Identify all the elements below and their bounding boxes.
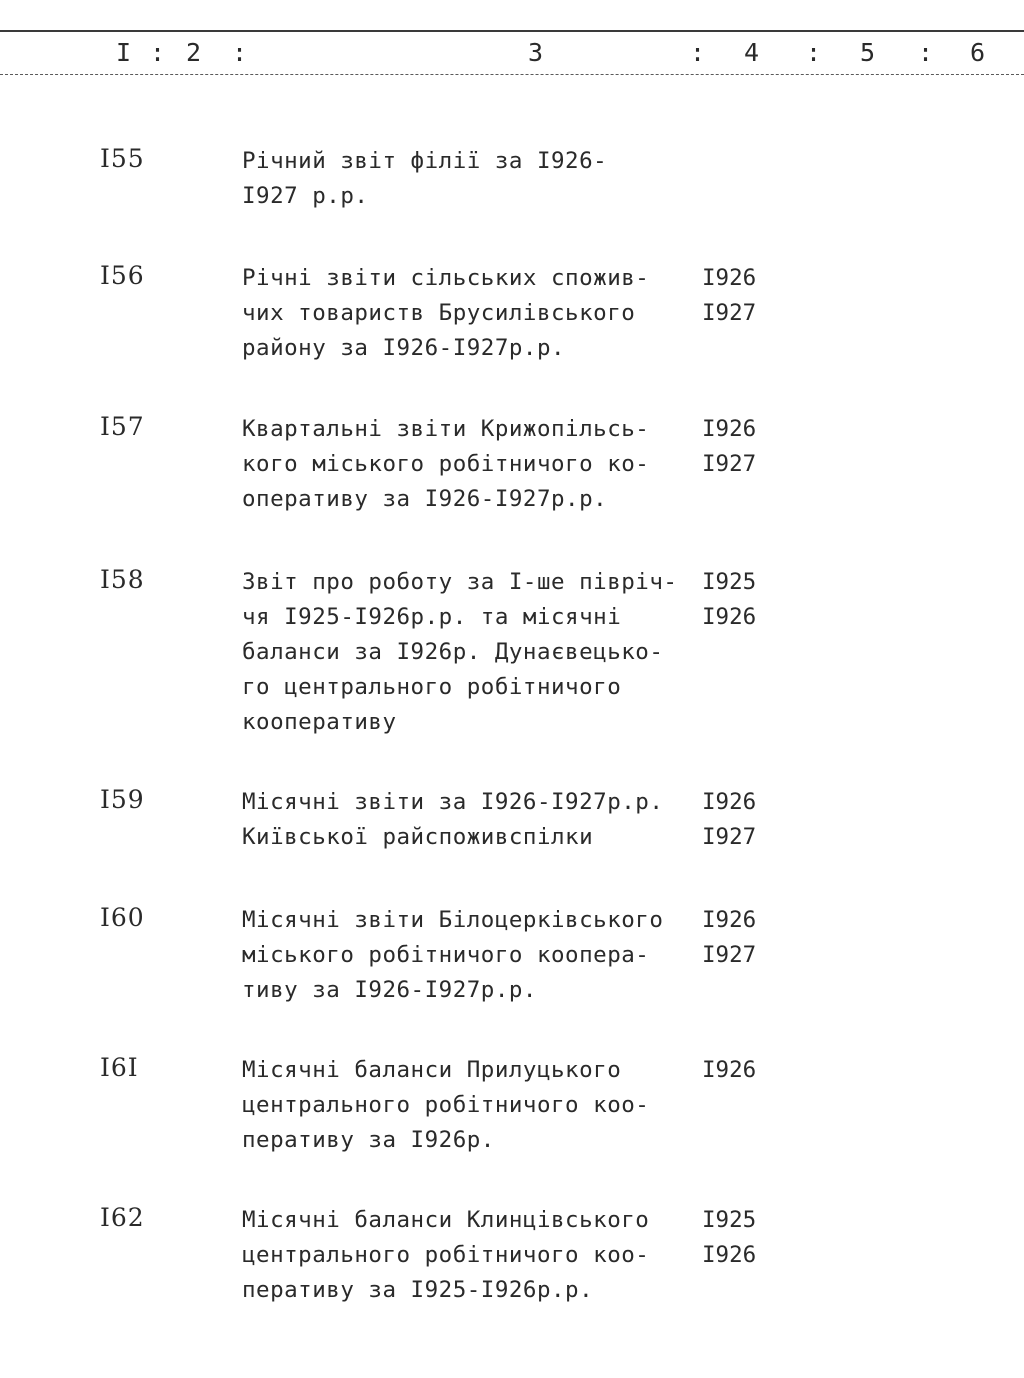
description-line: Місячні баланси Прилуцького bbox=[242, 1057, 622, 1083]
header-col-2: 2 bbox=[186, 38, 204, 67]
date-year: I927 bbox=[702, 300, 757, 326]
entry-description bbox=[242, 785, 692, 855]
header-separator: : bbox=[690, 38, 706, 67]
description-line: I927 р.р. bbox=[242, 183, 369, 209]
description-line: міського робітничого коопера- bbox=[242, 942, 650, 968]
date-year: I925 bbox=[702, 569, 757, 595]
description-line: Місячні звіти Білоцерківського bbox=[242, 907, 664, 933]
date-year: I926 bbox=[702, 1242, 757, 1268]
description-line: чих товариств Брусилівського bbox=[242, 300, 636, 326]
date-year: I926 bbox=[702, 265, 757, 291]
description-line: перативу за I926р. bbox=[242, 1127, 495, 1153]
header-separator: : bbox=[150, 38, 166, 67]
header-col-4: 4 bbox=[744, 38, 762, 67]
entry-description bbox=[242, 903, 692, 1008]
date-year: I926 bbox=[702, 789, 757, 815]
description-line: оперативу за I926-I927р.р. bbox=[242, 486, 608, 512]
header-col-5: 5 bbox=[860, 38, 878, 67]
entry-description bbox=[242, 412, 692, 517]
header-col-3: 3 bbox=[528, 38, 546, 67]
entry-number: I59 bbox=[100, 785, 145, 814]
entry-dates bbox=[702, 261, 756, 331]
date-year: I926 bbox=[702, 604, 757, 630]
entry-number: I62 bbox=[100, 1203, 145, 1232]
header-separator: : bbox=[918, 38, 934, 67]
entry-description bbox=[242, 565, 692, 740]
description-line: району за I926-I927р.р. bbox=[242, 335, 566, 361]
description-line: центрального робітничого коо- bbox=[242, 1092, 650, 1118]
description-line: чя I925-I926р.р. та місячні bbox=[242, 604, 622, 630]
entry-number: I55 bbox=[100, 144, 145, 173]
description-line: баланси за I926р. Дунаєвецько- bbox=[242, 639, 664, 665]
description-line: Місячні баланси Клинцівського bbox=[242, 1207, 650, 1233]
description-line: Звіт про роботу за I-ше півріч- bbox=[242, 569, 678, 595]
date-year: I926 bbox=[702, 1057, 757, 1083]
description-line: тиву за I926-I927р.р. bbox=[242, 977, 537, 1003]
header-col-6: 6 bbox=[970, 38, 988, 67]
header-top-rule bbox=[0, 30, 1024, 32]
entry-dates bbox=[702, 903, 756, 973]
date-year: I926 bbox=[702, 907, 757, 933]
entry-dates bbox=[702, 1053, 756, 1088]
entry-description bbox=[242, 1203, 692, 1308]
entry-dates bbox=[702, 1203, 756, 1273]
entry-description bbox=[242, 144, 692, 214]
entry-number: I58 bbox=[100, 565, 145, 594]
description-line: го центрального робітничого bbox=[242, 674, 622, 700]
date-year: I927 bbox=[702, 451, 757, 477]
description-line: Квартальні звіти Крижопільсь- bbox=[242, 416, 650, 442]
entry-dates bbox=[702, 785, 756, 855]
date-year: I927 bbox=[702, 942, 757, 968]
description-line: Річні звіти сільських спожив- bbox=[242, 265, 650, 291]
entry-number: I57 bbox=[100, 412, 145, 441]
description-line: Місячні звіти за I926-I927р.р. bbox=[242, 789, 664, 815]
description-line: кого міського робітничого ко- bbox=[242, 451, 650, 477]
description-line: центрального робітничого коо- bbox=[242, 1242, 650, 1268]
entry-number: I56 bbox=[100, 261, 145, 290]
description-line: Річний звіт філії за I926- bbox=[242, 148, 608, 174]
header-separator: : bbox=[232, 38, 248, 67]
header-separator: : bbox=[806, 38, 822, 67]
date-year: I927 bbox=[702, 824, 757, 850]
entry-number: I6I bbox=[100, 1053, 139, 1082]
entry-dates bbox=[702, 565, 756, 635]
entry-number: I60 bbox=[100, 903, 145, 932]
entry-dates bbox=[702, 412, 756, 482]
description-line: кооперативу bbox=[242, 709, 397, 735]
entry-description bbox=[242, 1053, 692, 1158]
description-line: перативу за I925-I926р.р. bbox=[242, 1277, 594, 1303]
entry-description bbox=[242, 261, 692, 366]
description-line: Київської райспоживспілки bbox=[242, 824, 594, 850]
header-col-1: I bbox=[116, 38, 134, 67]
date-year: I926 bbox=[702, 416, 757, 442]
date-year: I925 bbox=[702, 1207, 757, 1233]
header-bottom-rule bbox=[0, 74, 1024, 75]
